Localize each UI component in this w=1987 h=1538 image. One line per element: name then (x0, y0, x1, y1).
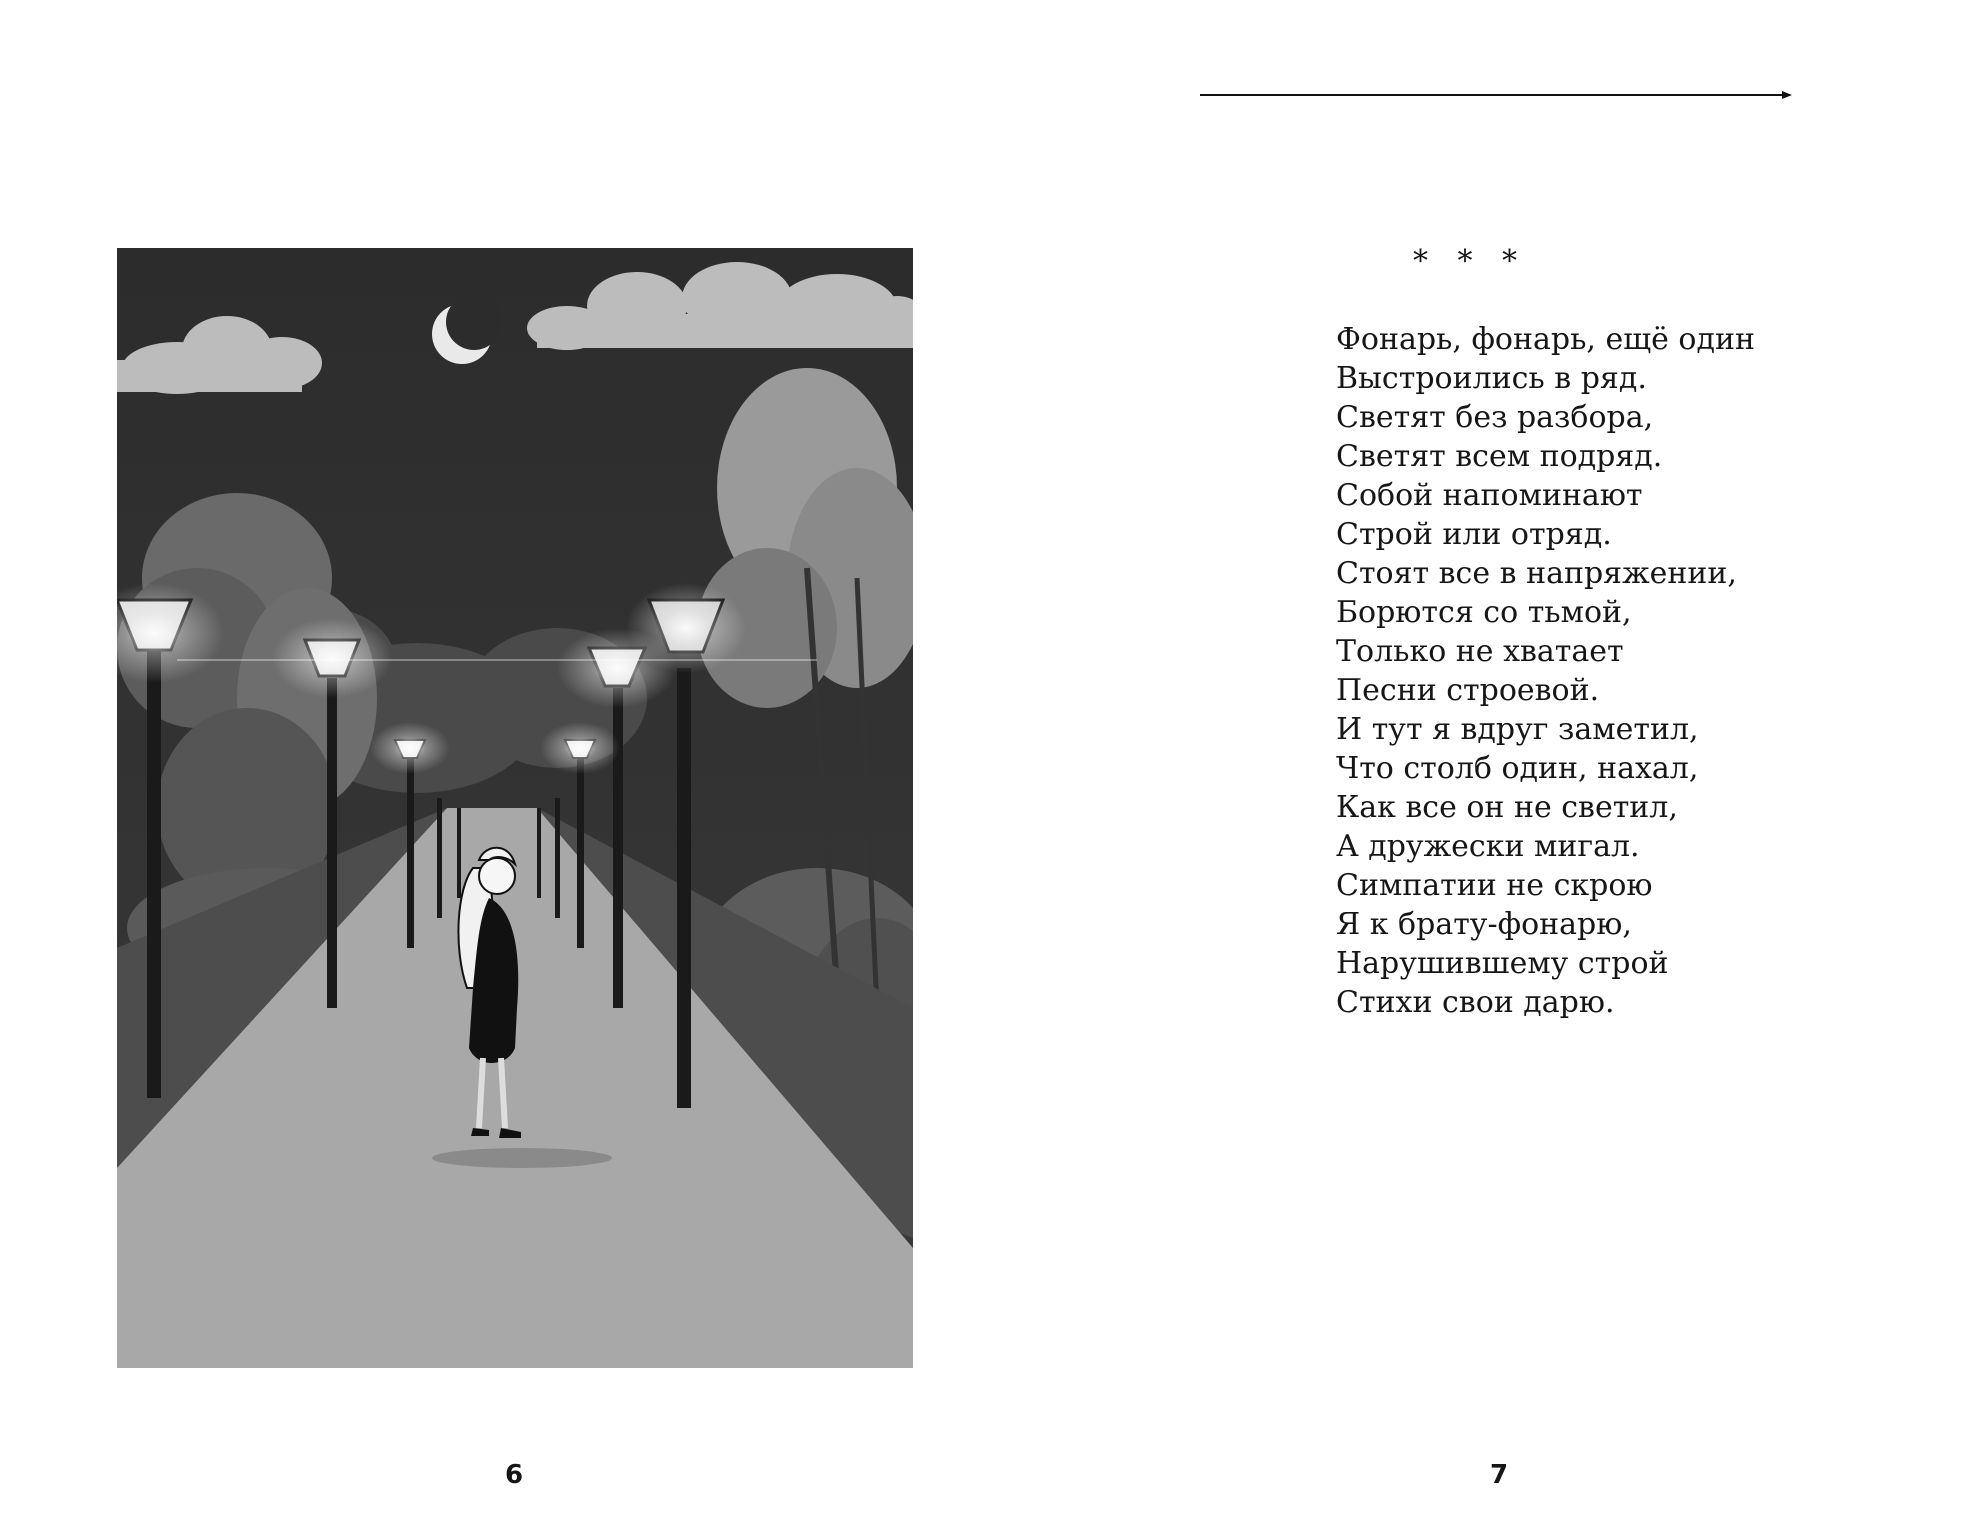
poem-line: Как все он не светил, (1336, 790, 1678, 825)
poem-line: Симпатии не скрою (1336, 868, 1653, 903)
poem-line: Стоят все в напряжении, (1336, 556, 1737, 591)
night-park-illustration (117, 248, 913, 1368)
poem-ornament: * * * (1412, 244, 1528, 279)
page-number-left: 6 (505, 1460, 524, 1490)
right-page (1000, 0, 1987, 1538)
poem-line: Я к брату-фонарю, (1336, 907, 1632, 942)
poem-line: Песни строевой. (1336, 673, 1600, 708)
poem-line: Только не хватает (1336, 634, 1624, 669)
poem-line: Борются со тьмой, (1336, 595, 1632, 630)
poem-line: Что столб один, нахал, (1336, 751, 1699, 786)
poem-line: Выстроились в ряд. (1336, 361, 1647, 396)
poem-line: А дружески мигал. (1336, 829, 1640, 864)
poem-line: Светят всем подряд. (1336, 439, 1663, 474)
poem-line: Нарушившему строй (1336, 946, 1669, 981)
page-number-right: 7 (1490, 1460, 1509, 1490)
poem (1336, 320, 1755, 1022)
header-rule-tip (1782, 91, 1792, 99)
poem-line: Собой напоминают (1336, 478, 1643, 513)
poem-line: И тут я вдруг заметил, (1336, 712, 1699, 747)
poem-line: Фонарь, фонарь, ещё один (1336, 322, 1755, 357)
poem-line: Строй или отряд. (1336, 517, 1612, 552)
poem-line: Светят без разбора, (1336, 400, 1654, 435)
header-rule (1200, 94, 1790, 96)
poem-line: Стихи свои дарю. (1336, 985, 1615, 1020)
